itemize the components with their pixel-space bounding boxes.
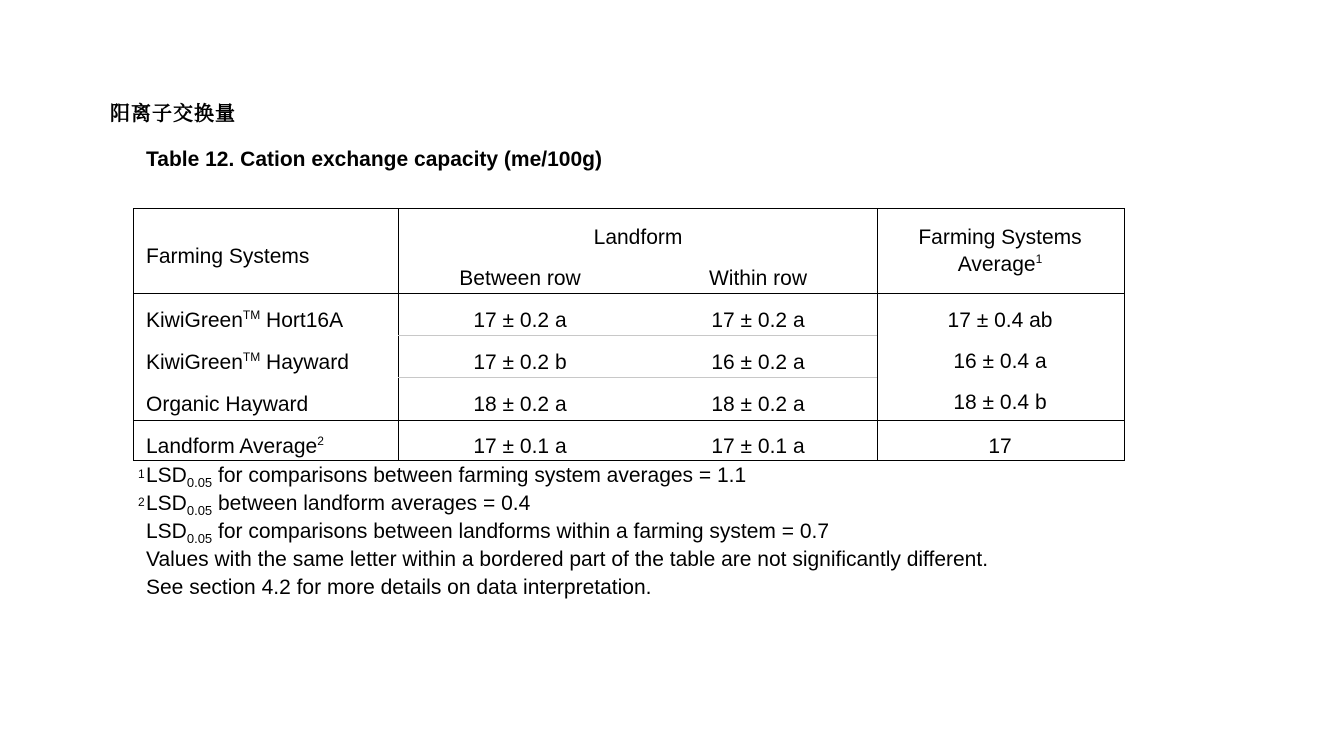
footnote-1: 1 $LSD_{0.05}$ for comparisons between farming system averages = 1.1 xyxy=(146,462,988,490)
header-fs-average-line1: Farming Systems xyxy=(918,226,1082,249)
trademark-sup: TM xyxy=(242,308,261,322)
header-within-row: Within row xyxy=(708,267,808,290)
table-cell: 17 ± 0.4 ab xyxy=(947,309,1053,332)
table-cell: 17 ± 0.1 a xyxy=(711,435,805,458)
table-title: Table 12. Cation exchange capacity (me/100g) xyxy=(146,148,602,171)
average-row-divider xyxy=(134,420,1124,421)
header-landform: Landform xyxy=(593,226,683,249)
footnote-marker: 1 xyxy=(138,467,145,481)
row-label-kiwigreen-hort16a: KiwiGreen™ Hort16A xyxy=(146,308,344,332)
row-divider xyxy=(398,335,877,336)
table-cell: 17 ± 0.2 a xyxy=(473,309,567,332)
row-label-kiwigreen-hayward: KiwiGreen™ Hayward xyxy=(146,350,349,374)
header-farming-systems: Farming Systems xyxy=(146,245,310,268)
trademark-sup: TM xyxy=(242,350,261,364)
table-cell: 17 ± 0.2 a xyxy=(711,309,805,332)
section-heading: 阳离子交换量 xyxy=(110,101,236,125)
footnote-3: $LSD_{0.05}$ for comparisons between landforms within a farming system = 0.7 xyxy=(146,520,830,546)
footnote-2: 2 $LSD_{0.05}$ between landform averages = 0.4 xyxy=(146,490,988,518)
table-cell: 17 xyxy=(988,435,1012,458)
table-cell: 16 ± 0.4 a xyxy=(953,350,1047,373)
table-cell: 16 ± 0.2 a xyxy=(711,351,805,374)
table-cell: 18 ± 0.2 a xyxy=(711,393,805,416)
header-fs-average-line2: Average$^1$ xyxy=(957,252,1043,276)
footnote-4: Values with the same letter within a bordered part of the table are not significantly different. xyxy=(146,548,989,571)
footnote-ref: 2 xyxy=(317,434,324,448)
row-label-organic-hayward: Organic Hayward xyxy=(146,393,309,416)
table-cell: 18 ± 0.4 b xyxy=(953,391,1047,414)
row-label-landform-average: Landform Average$^2$ xyxy=(146,434,324,458)
table-cell: 17 ± 0.2 b xyxy=(473,351,567,374)
table-footnotes xyxy=(138,462,989,602)
cation-exchange-table xyxy=(133,208,1125,461)
row-divider xyxy=(398,377,877,378)
footnote-ref: 1 xyxy=(1035,252,1043,266)
table-cell: 17 ± 0.1 a xyxy=(473,435,567,458)
table-cell: 18 ± 0.2 a xyxy=(473,393,567,416)
footnote-5: See section 4.2 for more details on data interpretation. xyxy=(146,576,652,599)
footnote-marker: 2 xyxy=(138,495,145,509)
header-between-row: Between row xyxy=(459,267,581,290)
column-divider xyxy=(877,209,878,460)
header-divider xyxy=(134,293,1124,294)
